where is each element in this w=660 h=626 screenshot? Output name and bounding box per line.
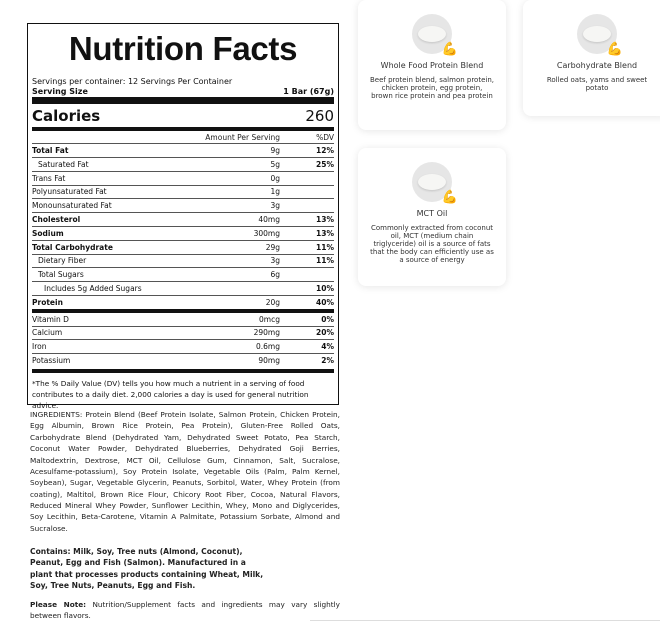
amount-header-row bbox=[32, 131, 334, 143]
dv-header: %DV bbox=[316, 132, 334, 142]
ingredient-card-protein-blend bbox=[358, 0, 506, 130]
nutrient-amount: 20g bbox=[265, 297, 280, 307]
vitamin-amount: 290mg bbox=[253, 328, 280, 338]
nutrient-amount: 40mg bbox=[258, 215, 280, 225]
vitamin-amount: 90mg bbox=[258, 356, 280, 366]
nutrient-name: Total Fat bbox=[32, 146, 69, 156]
bottom-divider bbox=[310, 620, 660, 621]
servings-text: Servings per container: 12 Servings Per Container bbox=[32, 77, 233, 86]
powder-bowl-icon bbox=[577, 14, 623, 57]
flexed-arm-icon: 💪 bbox=[606, 42, 623, 57]
vitamin-name: Potassium bbox=[32, 356, 71, 366]
nutrient-row-cholesterol bbox=[32, 212, 334, 226]
nutrient-row-trans-fat bbox=[32, 171, 334, 185]
vitamin-amount: 0mcg bbox=[259, 314, 280, 324]
nutrient-name: Includes 5g Added Sugars bbox=[44, 284, 142, 294]
daily-value-footnote: *The % Daily Value (DV) tells you how much a nutrient in a serving of food contributes to a daily diet. 2,000 calories a day is used for general nutrition advice. bbox=[32, 378, 309, 410]
nutrient-row-polyunsaturated-fat bbox=[32, 185, 334, 199]
nutrient-name: Polyunsaturated Fat bbox=[32, 187, 107, 197]
vitamin-row-vitamin-d bbox=[32, 309, 334, 326]
flexed-arm-icon: 💪 bbox=[441, 190, 458, 205]
nutrient-name: Cholesterol bbox=[32, 215, 81, 225]
vitamin-amount: 0.6mg bbox=[256, 342, 280, 352]
card-description: Beef protein blend, salmon protein, chicken protein, egg protein, brown rice protein and pea protein bbox=[370, 76, 494, 101]
calories-row bbox=[32, 106, 334, 125]
vitamin-name: Vitamin D bbox=[32, 314, 69, 324]
calories-label: Calories bbox=[32, 107, 101, 126]
vitamin-row-potassium bbox=[32, 353, 334, 367]
nutrient-amount: 3g bbox=[270, 201, 280, 211]
vitamin-row-iron bbox=[32, 339, 334, 353]
allergen-statement: Contains: Milk, Soy, Tree nuts (Almond, Coconut), Peanut, Egg and Fish (Salmon). Manufactured in a plant that processes products containing Wheat, Milk, Soy, Tree Nuts, Peanuts, Egg and Fish. bbox=[30, 547, 264, 591]
vitamin-dv: 0% bbox=[321, 314, 334, 324]
nutrient-dv: 12% bbox=[316, 146, 334, 156]
nutrition-facts-title: Nutrition Facts bbox=[68, 30, 298, 67]
nutrient-amount: 29g bbox=[265, 242, 280, 252]
card-title: MCT Oil bbox=[416, 209, 448, 218]
vitamin-row-calcium bbox=[32, 326, 334, 340]
nutrient-name: Saturated Fat bbox=[38, 159, 89, 169]
calories-value: 260 bbox=[305, 107, 334, 126]
nutrient-row-protein bbox=[32, 295, 334, 309]
nutrient-name: Protein bbox=[32, 297, 63, 307]
nutrient-amount: 300mg bbox=[253, 228, 280, 238]
nutrient-amount: 6g bbox=[270, 270, 280, 280]
vitamin-dv: 20% bbox=[316, 328, 334, 338]
nutrient-name: Trans Fat bbox=[32, 173, 66, 183]
nutrient-name: Dietary Fiber bbox=[38, 256, 87, 266]
serving-size-label: Serving Size bbox=[32, 86, 88, 96]
nutrient-row-monounsaturated-fat bbox=[32, 198, 334, 212]
nutrient-row-total-fat bbox=[32, 143, 334, 157]
nutrient-row-total-sugars bbox=[32, 267, 334, 281]
amount-per-serving-header: Amount Per Serving bbox=[205, 132, 280, 142]
serving-size-row bbox=[32, 87, 334, 97]
serving-size-value: 1 Bar (67g) bbox=[283, 86, 334, 96]
nutrient-amount: 0g bbox=[270, 173, 280, 183]
nutrient-name: Sodium bbox=[32, 228, 64, 238]
vitamin-name: Iron bbox=[32, 342, 47, 352]
vitamin-name: Calcium bbox=[32, 328, 63, 338]
ingredient-card-mct-oil bbox=[358, 148, 506, 286]
nutrient-amount: 1g bbox=[270, 187, 280, 197]
flavor-note bbox=[30, 600, 340, 622]
powder-bowl-icon bbox=[412, 162, 458, 205]
nutrient-row-added-sugars bbox=[32, 281, 334, 295]
nutrient-name: Monounsaturated Fat bbox=[32, 201, 112, 211]
nutrient-name: Total Carbohydrate bbox=[32, 242, 113, 252]
flexed-arm-icon: 💪 bbox=[441, 42, 458, 57]
nutrient-dv: 25% bbox=[316, 159, 334, 169]
nutrient-row-total-carbohydrate bbox=[32, 240, 334, 254]
powder-bowl-icon bbox=[412, 14, 458, 57]
card-title: Carbohydrate Blend bbox=[556, 61, 638, 70]
ingredients-text: INGREDIENTS: Protein Blend (Beef Protein Isolate, Salmon Protein, Chicken Protein, Egg Albumin, Brown Rice Protein, Pea Protein), Gluten-Free Rolled Oats, Carbohydrate Blend (Dehydrated Yam, Dehydrated Sweet Potato, Pea Starch, Coconut Water Powder, Dehydrated Blueberries, Dehydrated Goji Berries, Maltodextrin, Dextrose, MCT Oil, Cellulose Gum, Cinnamon, Salt, Sucralose, Acesulfame-potassium), Soy Protein Isolate, Vegetable Oils (Palm, Palm Kernel, Soybean), Sugar, Vegetable Glycerin, Peanuts, Sorbitol, Water, Whey Protein (from coating), Maltitol, Brown Rice Flour, Chicory Root Fiber, Cocoa, Natural Flavors, Reduced Mineral Whey Powder, Sunflower Lecithin, Whey, Mono and Diglycerides, Soy Lecithin, Beta-Carotene, Vitamin A Palmitate, Potassium Sorbate, Almond and Sucralose. bbox=[30, 410, 340, 533]
nutrient-dv: 13% bbox=[316, 215, 334, 225]
nutrient-amount: 9g bbox=[270, 146, 280, 156]
nutrient-row-dietary-fiber bbox=[32, 254, 334, 268]
nutrient-dv: 11% bbox=[316, 242, 334, 252]
nutrient-row-saturated-fat bbox=[32, 157, 334, 171]
nutrient-dv: 13% bbox=[316, 228, 334, 238]
nutrient-name: Total Sugars bbox=[38, 270, 84, 280]
vitamin-dv: 2% bbox=[321, 356, 334, 366]
nutrient-amount: 5g bbox=[270, 159, 280, 169]
thick-divider bbox=[32, 97, 334, 104]
nutrient-dv: 40% bbox=[316, 297, 334, 307]
servings-per-container bbox=[32, 77, 334, 87]
nutrient-dv: 11% bbox=[316, 256, 334, 266]
nutrition-facts-label bbox=[27, 23, 339, 410]
note-label: Please Note: bbox=[30, 600, 87, 609]
nutrient-amount: 3g bbox=[270, 256, 280, 266]
nutrient-dv: 10% bbox=[316, 284, 334, 294]
ingredient-card-carbohydrate-blend bbox=[523, 0, 660, 116]
card-description: Commonly extracted from coconut oil, MCT (medium chain triglyceride) oil is a source of fats that the body can efficiently use as a source of energy bbox=[370, 224, 494, 265]
vitamin-dv: 4% bbox=[321, 342, 334, 352]
card-description: Rolled oats, yams and sweet potato bbox=[546, 76, 648, 93]
note-text: Nutrition/Supplement facts and ingredients may vary slightly between flavors. bbox=[30, 600, 340, 620]
card-title: Whole Food Protein Blend bbox=[380, 61, 484, 70]
nutrient-row-sodium bbox=[32, 226, 334, 240]
